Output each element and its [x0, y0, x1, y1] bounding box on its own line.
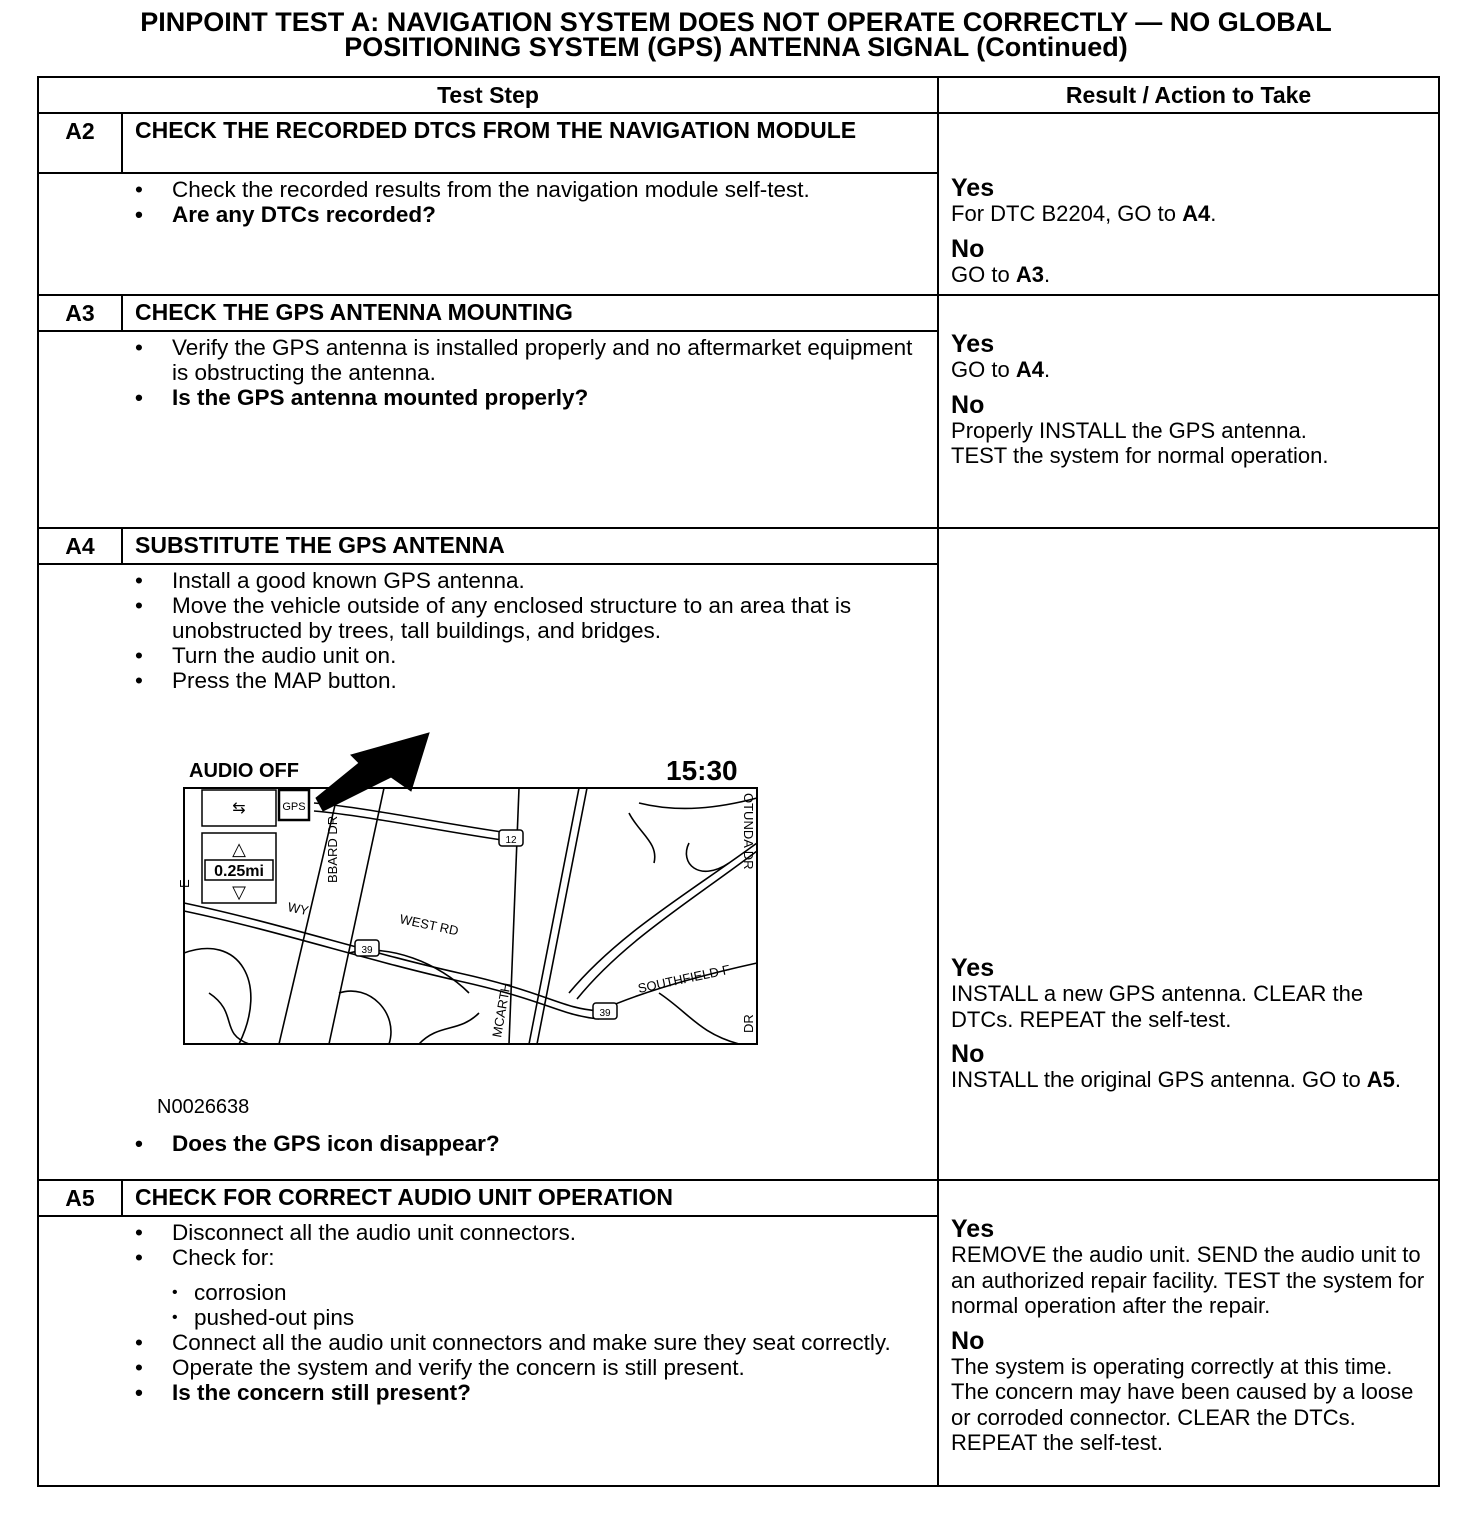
yes-label: Yes [951, 1215, 995, 1243]
list-item: • Disconnect all the audio unit connectors. [172, 1220, 927, 1245]
no-label: No [951, 390, 985, 419]
clock-label: 15:30 [666, 755, 738, 786]
road-label: MCARTH [489, 981, 514, 1039]
yes-action: GO to A4. [951, 357, 1051, 382]
yes-action: REMOVE the audio unit. SEND the audio unit to an authorized repair facility. TEST the system for normal operation after the repair. [951, 1242, 1425, 1318]
step-a5-body [38, 1216, 938, 1486]
step-a3-body [38, 331, 938, 528]
road-label: WY [286, 899, 310, 919]
compass-icon: ⇆ [232, 798, 246, 817]
route-shield [499, 830, 523, 846]
step-id: A4 [38, 528, 122, 564]
list-item: • Turn the audio unit on. [172, 643, 927, 668]
title-line-2: POSITIONING SYSTEM (GPS) ANTENNA SIGNAL (Continued) [344, 32, 1128, 62]
step-heading: CHECK THE GPS ANTENNA MOUNTING [122, 295, 938, 331]
yes-action: INSTALL a new GPS antenna. CLEAR the DTCs. REPEAT the self-test. [951, 981, 1364, 1032]
list-item: • Connect all the audio unit connectors and make sure they seat correctly. [172, 1330, 927, 1355]
no-action: GO to A3. [951, 261, 1051, 287]
gps-icon-label: GPS [282, 801, 306, 813]
list-item: • Press the MAP button. [172, 668, 927, 693]
step-heading: CHECK THE RECORDED DTCS FROM THE NAVIGATION MODULE [122, 113, 938, 173]
step-a3-result [938, 295, 1439, 528]
no-action-1: Properly INSTALL the GPS antenna. [951, 417, 1307, 443]
step-a2-result [938, 113, 1439, 295]
step-heading: SUBSTITUTE THE GPS ANTENNA [122, 528, 938, 564]
step-heading: CHECK FOR CORRECT AUDIO UNIT OPERATION [122, 1180, 938, 1216]
step-a3-heading-row [38, 295, 1439, 331]
zoom-out-icon: ▽ [232, 882, 246, 903]
column-header-result: Result / Action to Take [938, 77, 1439, 113]
yes-label: Yes [951, 330, 995, 358]
table-header-row [38, 77, 1439, 113]
figure-id: N0026638 [157, 1096, 250, 1118]
road-label: DR [741, 1014, 756, 1033]
step-question: • Is the GPS antenna mounted properly? [172, 385, 927, 410]
step-question: • Are any DTCs recorded? [172, 202, 927, 227]
step-a2-heading-row [38, 113, 1439, 173]
yes-label: Yes [951, 174, 995, 202]
road-label: OTUNDA DR [741, 793, 756, 870]
road-label: WEST RD [398, 911, 460, 939]
step-a5-result [938, 1180, 1439, 1486]
step-a4-body [38, 564, 938, 1180]
step-a5-heading-row [38, 1180, 1439, 1216]
navigation-screen-figure [39, 693, 927, 1118]
list-item: • Move the vehicle outside of any enclosed structure to an area that is unobstructed by trees, tall buildings, and bridges. [172, 593, 927, 643]
svg-text:39: 39 [361, 945, 373, 956]
step-id: A2 [38, 113, 122, 173]
road-label: E [177, 879, 192, 888]
no-label: No [951, 1040, 985, 1068]
list-item: • Install a good known GPS antenna. [172, 568, 927, 593]
road-label: SOUTHFIELD F [636, 961, 732, 996]
sub-list-item: • corrosion [172, 1280, 927, 1305]
title-line-1: PINPOINT TEST A: NAVIGATION SYSTEM DOES NOT OPERATE CORRECTLY — NO GLOBAL [140, 7, 1332, 37]
zoom-in-icon: △ [232, 839, 246, 860]
yes-action: For DTC B2204, GO to A4. [951, 201, 1217, 226]
route-shield [355, 940, 379, 956]
step-id: A3 [38, 295, 122, 331]
column-header-test-step: Test Step [38, 77, 938, 113]
scale-label: 0.25mi [214, 863, 264, 880]
svg-text:39: 39 [599, 1008, 611, 1019]
list-item: • Verify the GPS antenna is installed properly and no aftermarket equipment is obstructing the antenna. [172, 335, 927, 385]
sub-list-item: • pushed-out pins [172, 1305, 927, 1330]
no-action: INSTALL the original GPS antenna. GO to A5. [951, 1067, 1402, 1092]
step-question: • Does the GPS icon disappear? [172, 1131, 927, 1156]
list-item: • Operate the system and verify the concern is still present. [172, 1355, 927, 1380]
no-label: No [951, 234, 985, 263]
yes-label: Yes [951, 954, 995, 982]
no-action-2: TEST the system for normal operation. [951, 443, 1329, 468]
step-a2-body [38, 173, 938, 295]
step-a4-result [938, 528, 1439, 1180]
list-item: • Check the recorded results from the navigation module self-test. [172, 177, 927, 202]
road-label: BBARD DR [325, 815, 340, 883]
no-action: The system is operating correctly at this time. The concern may have been caused by a loose or corroded connector. CLEAR the DTCs. REPEAT the self-test. [951, 1353, 1414, 1455]
navigation-map-illustration [39, 693, 939, 1113]
pinpoint-test-table [37, 76, 1440, 1487]
list-item: • Check for: • corrosion • pushed-out pins [172, 1245, 927, 1330]
route-shield [593, 1003, 617, 1019]
audio-status-label: AUDIO OFF [189, 760, 299, 782]
step-a4-heading-row [38, 528, 1439, 564]
svg-text:12: 12 [505, 835, 517, 846]
no-label: No [951, 1326, 985, 1355]
step-question: • Is the concern still present? [172, 1380, 927, 1405]
page-title [0, 7, 1472, 62]
step-id: A5 [38, 1180, 122, 1216]
